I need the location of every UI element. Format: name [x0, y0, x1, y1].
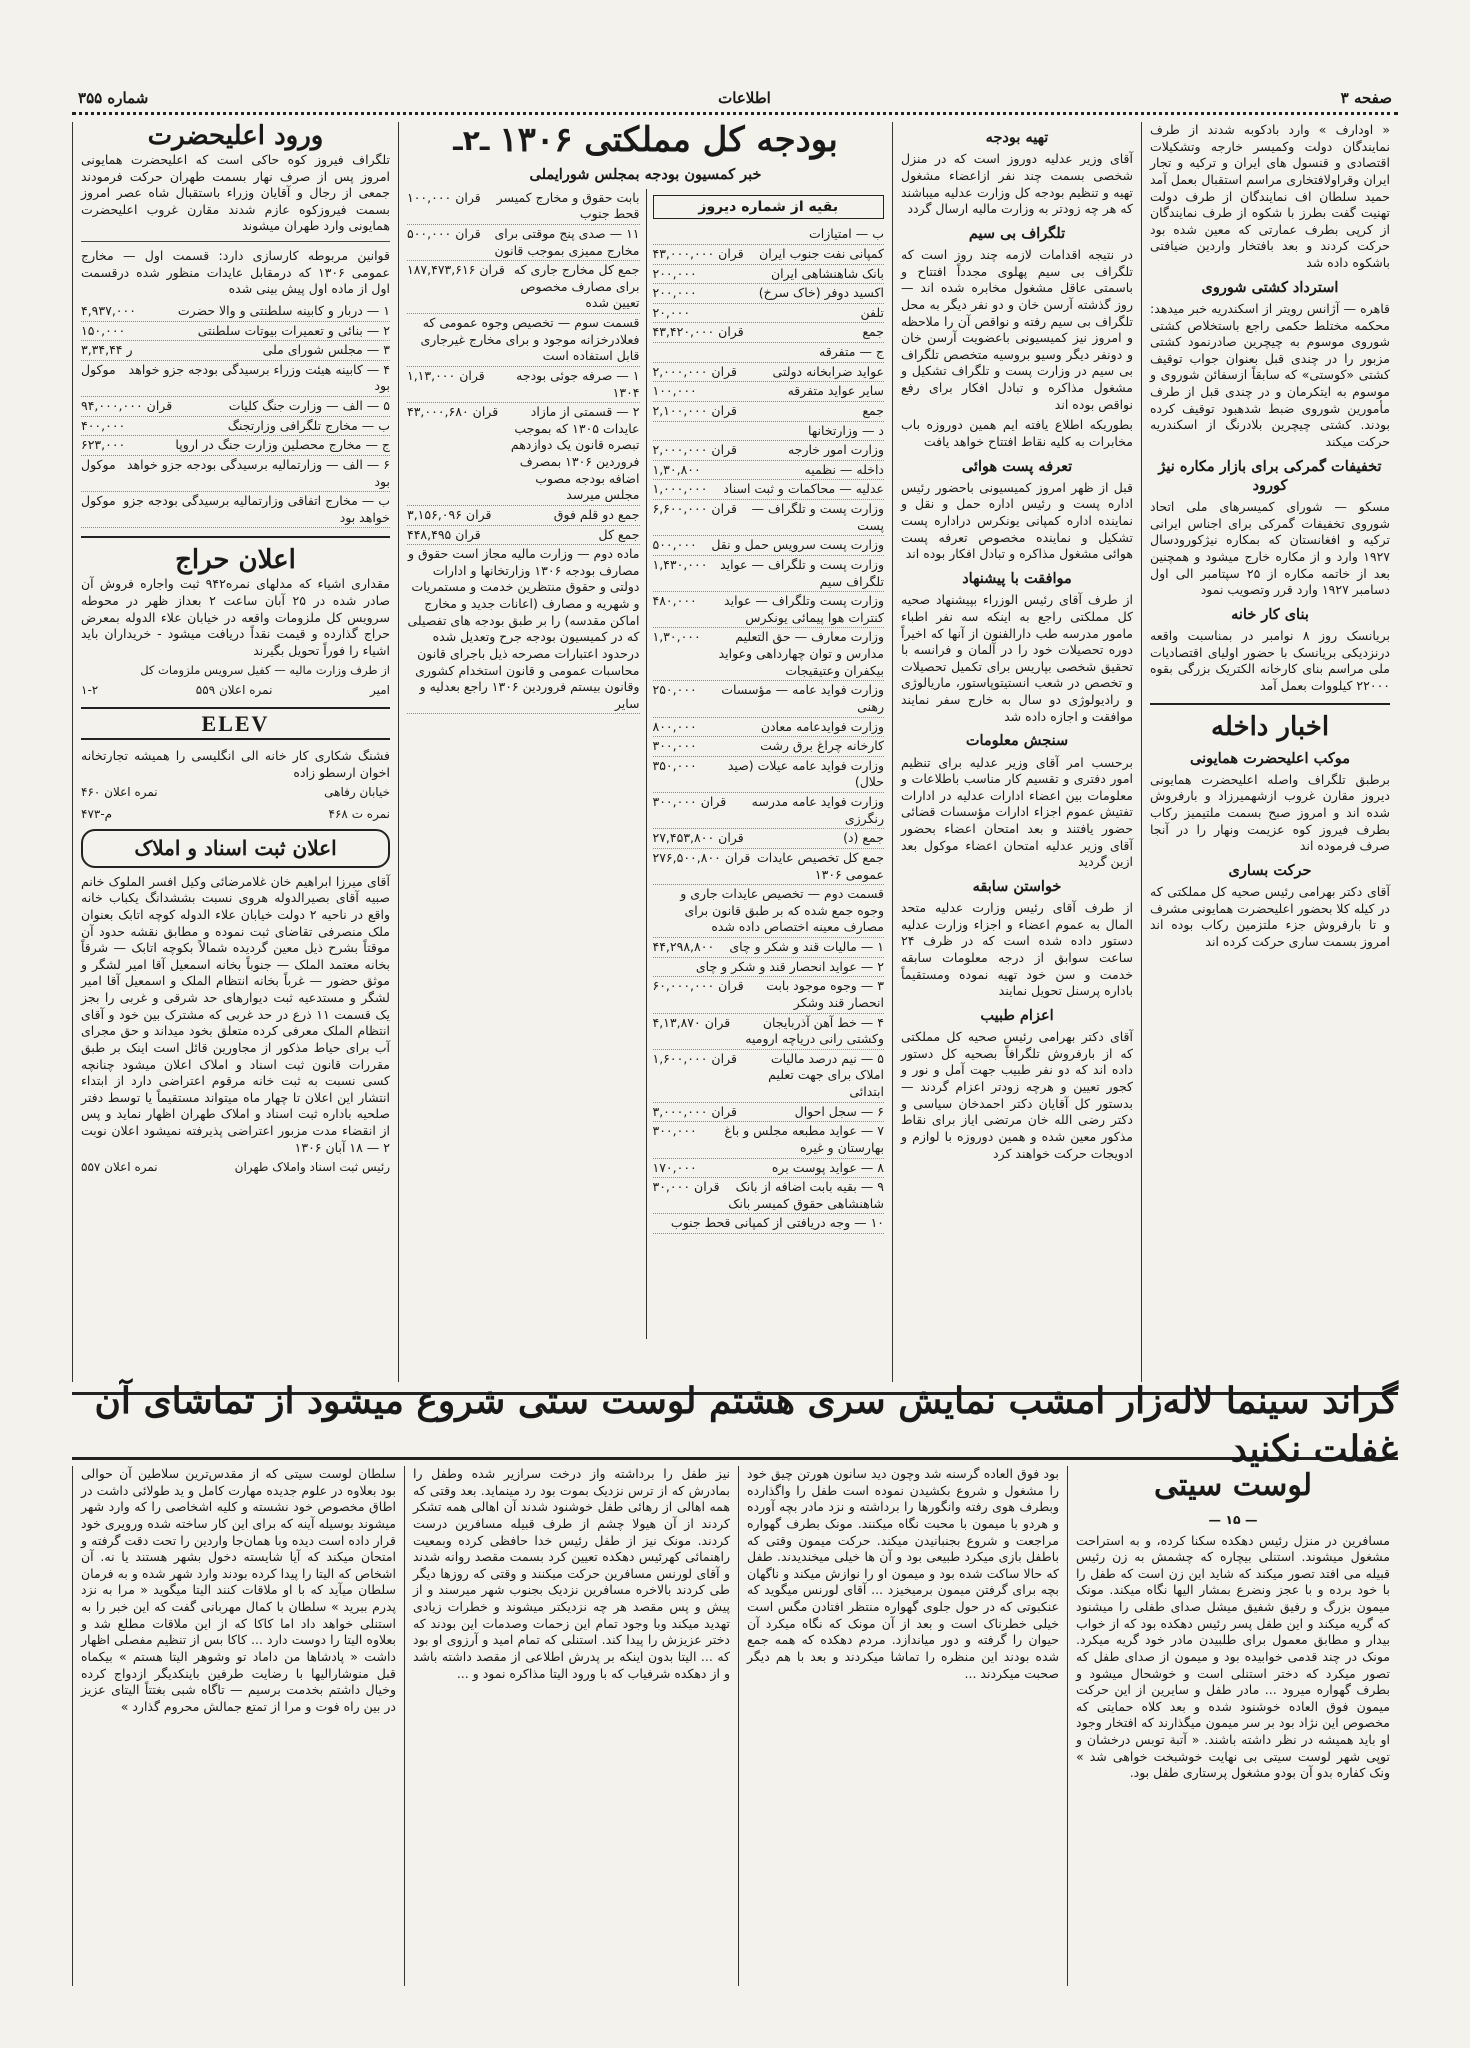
budget-right-label: د — وزارتخانها	[807, 422, 884, 438]
expense-value: ۴,۹۳۷,۰۰۰	[81, 302, 136, 318]
budget-left-label: جمع کل مخارج جاری که برای مصارف مخصوص تعیین شده	[513, 262, 640, 311]
budget-left-lines	[407, 189, 640, 715]
expense-value: ۶۲۳,۰۰۰	[81, 437, 126, 453]
budget-right-line	[653, 363, 885, 383]
expense-value: ۴۰۰,۰۰۰	[81, 417, 126, 433]
expense-label: ب — مخارج اتفاقی وزارتمالیه برسیدگی بودجه جزو خواهد بود	[123, 493, 390, 525]
budget-right-line	[653, 536, 885, 556]
budget-right-label: وزارت پست سرویس حمل و نقل	[711, 537, 884, 553]
budget-right-value: ۳۵۰,۰۰۰	[652, 757, 697, 773]
expense-value: ۳,۳۴,۴۴ ر	[81, 342, 133, 358]
column-announcements	[72, 122, 398, 1382]
serial-column-2	[738, 1466, 1068, 1986]
expense-line	[81, 492, 390, 528]
budget-right-line	[653, 265, 885, 285]
budget-left-value: ۱۸۷,۴۷۳,۶۱۶ قران	[407, 262, 505, 278]
budget-right-line	[653, 461, 885, 481]
expense-value: موکول	[81, 361, 116, 377]
budget-left-line	[407, 367, 640, 403]
text-budget-prep: آقای وزیر عدلیه دوروز است که در منزل شخصی بسمت چند نفر ازاعضاء مشغول تهیه و تنظیم بودجه کل وزارت عدلیه میباشند که هر چه زودتر به وزارت مالیه ارسال گردد	[901, 151, 1133, 217]
budget-right-line	[653, 737, 885, 757]
text-wireless-b: بطوریکه اطلاع یافته ایم همین دوروزه باب مخابرات به کلیه نقاط افتتاح خواهد یافت	[901, 417, 1133, 449]
expense-value: ۹۴,۰۰۰,۰۰۰ قران	[81, 398, 173, 414]
budget-right-value: ۳۰۰,۰۰۰	[652, 738, 697, 754]
expense-value: موکول	[81, 493, 116, 509]
heading-factory: بنای کار خانه	[1231, 605, 1309, 623]
budget-right-label: وزارت امور خارجه	[788, 442, 884, 458]
budget-right-line	[653, 1050, 885, 1103]
expense-label: ب — مخارج تلگرافی وزارتجنگ	[227, 417, 390, 433]
budget-left-line	[407, 189, 640, 225]
budget-right-label: وزارت فواید عامه — مؤسسات رهنی	[721, 682, 884, 714]
budget-right-line	[653, 592, 885, 628]
expense-label: ۴ — کابینه هیئت وزراء برسیدگی بودجه جزو خواهد بود	[128, 361, 390, 394]
budget-right-line	[653, 480, 885, 500]
serial-title: لوست سیتی	[1154, 1468, 1312, 1503]
budget-right-value: ۳۰,۰۰۰ قران	[652, 1179, 720, 1195]
budget-right-label: ۲ — عواید انحصار قند و شکر و چای	[695, 958, 884, 974]
budget-left-line	[407, 261, 640, 314]
budget-right-label: سایر عواید متفرقه	[787, 383, 884, 399]
budget-right-label: ۹ — بقیه بابت اضافه از بانک شاهنشاهی حقوق کمیسر بانک	[728, 1179, 884, 1211]
budget-left-label: ماده دوم — وزارت مالیه مجاز است حقوق و مصارف بودجه ۱۳۰۶ وزارتخانها و ادارات دولتی و حقوق منتظرین خدمت و مستمریات و شهریه و مصارف (اعانات جدید و مخارج اماکن مقدسه) را بر طبق بودجه های تفصیلی که در کمیسیون بودجه جرح وتعدیل شده درحدود اعتبارات مصرحه ذیل باجرای قانون محاسبات عمومی و قانون استخدام کشوری وقانون بیستم فروردین ۱۳۰۶ راجع بعدلیه و سایر	[407, 546, 640, 711]
heading-royal-arrival: ورود اعلیحضرت	[147, 122, 324, 151]
registry-code: م-۴۷۳	[81, 807, 113, 822]
budget-right-value: ۱۰۰,۰۰۰	[652, 383, 697, 399]
serial-text-4: سلطان لوست سیتی که از مقدس‌ترین سلاطین آن حوالی بود بعلاوه در علوم جدیده مهارت کامل و ید طولائی داشت در اطاق مخصوص خود نشسته و کلیه اشخاصی را که وارد شهر میشوند بوسیله آینه که برای این کار ساخته شده ورویری خود قرار داده است دیده وبا همان‌جا واردین را تحت دقت گرفته و امتحان میکند که آیا شایسته دخول بشهر هستند یا نه. آن اشخاص که الیتا را پیدا کرده بودند وارد شهر شده و به فرمان سلطان میآید که با او ملاقات کنند الیتا میگوید « مرا به نزد پدرم ببرید » سلطان با کمال مهربانی گفت که این خبر را به استنلی خواهد داد اما کاکا که از این ملاقات مطلع شد و بعلاوه الیتا را دوست دارد ... کاکا بس از تنظیم مفصلی اظهار داشت « پادشاها من داماد تو وشوهر الیتا هستم » بیکماه قبل منوشاراليها با رضایت طرفین باینکدیگر ازدواج کرده وخیال داشتم بخدمت برسیم — تاگاه شبی بغتتاً الیتای عزیز در بین راه فوت و مرا از تمتع جمالش محروم گذارد »	[81, 1466, 396, 1714]
text-soviet-ship: قاهره — آژانس رویتر از اسکندریه خبر میدهد: محکمه مختلط حکمی راجع باستخلاص کشتی شوروی موسوم به چیچرین صادرنمود کشتی مزبور را در چندی قبل بعنوان جواب توقیف کشتی «کوستی» که سابقاً ازسفائن شوروی و موسوم به ایتکرمان و در چندی قبل از طرف مأمورین شوروی ضبط شدهبود توقیف کرده بودند. کشتی چیچرین بلادرنگ از اسکندریه حرکت میکند	[1150, 300, 1390, 449]
budget-right-label: وزارت فواید عامه عیلات (صید حلال)	[727, 757, 884, 790]
text-customs: مسکو — شورای کمیسرهای ملی اتحاد شوروی تخفیفات گمرکی برای اجناس ایرانی ترکیه و افغانستان که بمکاره نیژکورودسال ۱۹۲۷ وارد و از مکاره خارج میشود و همچنین بعد از خاتمه مکاره از ۲۵ سپتامبر الی اول دسامبر ۱۹۲۷ وارد قرر وتصویب نمود	[1150, 499, 1390, 598]
expense-line	[81, 302, 390, 322]
heading-sari: حرکت بساری	[1228, 861, 1312, 879]
serial-section	[72, 1466, 1398, 1986]
budget-left-line	[407, 403, 640, 506]
registry-announcement-number: نمره اعلان ۵۵۷	[81, 1160, 158, 1175]
budget-right-line	[653, 1122, 885, 1158]
budget-right-label: ۱۰ — وجه دریافتی از کمپانی قحط جنوب	[670, 1215, 884, 1231]
budget-right-line	[653, 938, 885, 958]
text-sari: آقای دکتر بهرامی رئیس صحیه کل مملکتی که در کیله کلا بحضور اعلیحضرت همایونی مشرف و تا بارفروش جزء ملتزمین رکاب بوده اند امروز بسمت ساری حرکت کرده اند	[1150, 884, 1390, 950]
heading-customs: تخفیفات گمرکی برای بازار مکاره نیژ کورود	[1158, 457, 1382, 494]
budget-right-label: بانک شاهنشاهی ایران	[770, 265, 884, 281]
budget-right-value: ۳۰۰,۰۰۰ قران	[652, 794, 727, 810]
budget-left-label: قسمت سوم — تخصیص وجوه عمومی که فعلادرخزانه موجود و برای مخارج غیرجاری قابل استفاده است	[420, 315, 640, 364]
budget-section	[398, 122, 892, 1382]
budget-right-label: جمع	[862, 402, 884, 418]
expense-label: ۱ — دربار و کابینه سلطنتی و والا حضرت	[177, 302, 390, 318]
budget-right-value: ۱,۶۰۰,۰۰۰ قران	[652, 1050, 737, 1066]
budget-right-label: داخله — نظمیه	[804, 461, 884, 477]
budget-right-value: ۶,۶۰۰,۰۰۰ قران	[652, 501, 737, 517]
budget-left-label: ۱۱ — صدی پنج موقتی برای مخارج ممیزی بموجب قانون	[494, 225, 640, 258]
budget-right-value: ۲۷۶,۵۰۰,۸۰۰ قران	[652, 849, 751, 865]
text-royal-cortege: برطبق تلگراف واصله اعلیحضرت همایونی دیروز مقارن غروب ازشهمیرزاد و بارفروش شده اند و امروز صبح بسمت ملتیمیز رکاب بطرف فیروز کوه عزیمت ونهار را در آنجا صرف فرموده اند	[1150, 771, 1390, 854]
budget-right-line	[653, 556, 885, 592]
serial-column-4	[72, 1466, 404, 1986]
budget-right-value: ۲۰۰,۰۰۰	[652, 285, 697, 301]
budget-right-line	[653, 1214, 885, 1234]
expense-line	[81, 417, 390, 437]
heading-record: خواستن سابقه	[972, 877, 1062, 895]
budget-left-value: ۱۰۰,۰۰۰ قران	[407, 189, 481, 205]
auction-code: ۱-۲	[81, 682, 99, 697]
budget-right-line	[653, 628, 885, 681]
budget-right-label: عواید ضرابخانه دولتی	[772, 363, 884, 379]
budget-right-label: کارخانه چراغ برق رشت	[760, 738, 884, 754]
divider	[81, 536, 390, 538]
auction-number: نمره اعلان ۵۵۹	[195, 682, 273, 697]
budget-right-value: ۱,۰۰۰,۰۰۰	[652, 481, 708, 497]
budget-right-label: قسمت دوم — تخصیص عایدات جاری و وجوه جمع شده که بر طبق قانون برای مصارف معینه اختصاص داده شده	[680, 886, 884, 935]
divider	[81, 241, 390, 242]
issue-number: شماره ۳۵۵	[78, 89, 149, 108]
divider	[1150, 703, 1390, 705]
budget-right-value: ۱,۳۰,۸۰۰	[652, 461, 701, 477]
budget-right-line	[653, 382, 885, 402]
budget-right-lines	[653, 225, 885, 1234]
budget-left-value: ۴۴۸,۴۹۵ قران	[407, 526, 481, 542]
budget-subtitle: خبر کمسیون بودجه بمجلس شورایملی	[529, 166, 762, 184]
budget-right-label: ۳ — وجوه موجود بابت انحصار قند وشکر	[766, 978, 884, 1010]
budget-right-label: وزارت فوایدعامه معادن	[760, 718, 884, 734]
budget-right-value: ۳,۰۰۰,۰۰۰ قران	[652, 1103, 737, 1119]
budget-left-value: ۴۳,۰۰۰,۶۸۰ قران	[407, 404, 499, 420]
auction-sign: امیر	[369, 682, 390, 697]
expense-line	[81, 361, 390, 397]
budget-right-line	[653, 284, 885, 304]
elev-number: نمره اعلان ۴۶۰	[81, 785, 158, 800]
budget-left-line	[407, 506, 640, 526]
newspaper-name: اطلاعات	[718, 89, 771, 108]
budget-right-value: ۸۰۰,۰۰۰	[652, 718, 697, 734]
heading-doctor: اعزام طبیب	[980, 1006, 1054, 1024]
auction-footer	[81, 683, 390, 699]
budget-right-value: ۴۳,۴۲۰,۰۰۰ قران	[652, 324, 744, 340]
expense-line	[81, 322, 390, 342]
budget-right-label: وزارت معارف — حق التعلیم مدارس و توان چهارداهی وعواید بیکفران وعتیقیجات	[718, 629, 884, 678]
budget-left-line	[407, 225, 640, 261]
budget-right-label: وزارت پست وتلگراف — عواید کنترات هوا پیمائی یونکرس	[724, 593, 884, 625]
text-assessment: برحسب امر آقای وزیر عدلیه برای تنظیم امور دفتری و تقسیم کار مناسب باطلاعات و معلومات بین اعضاء ادارات عدلیه در ادارات تفتیش عموم اجزاء ادارات مؤسسات قضائی حضور یافتند و بعد امتحان اعضاء بحضور آقای وزیر عدلیه امتحان اعضاء موکول بعد ازین گردید	[901, 754, 1133, 870]
serial-text-2: بود فوق العاده گرسنه شد وچون دید سانون هورتن چیق خود را مشغول و شروع بکشیدن نموده است طفل را واگذارده وبطرف هوی رفته وانگورها را برداشته و نزد مادر بچه آورده و هردو با میمون با محبت نگاه میکنند. مونک بطرف گهواره مراجعت و شروع بجنبانیدن میکند. حرکت میمون وقتی که باطفل بازی میکرد طبیعی بود و آن ها خیلی میخندیدند. طفل که حالا ساکت شده بود و میمون او را نوازش میکند و ناگهان بچه برای گرفتن میمون برمیخیزد ... آقای لورنس میگوید که عنکبوتی که در حول جلوی گهواره منتظر افتادن مگس است خیلی خطرناک است و بعد از آن مونک که نگاه میکرد آن حیوان را گرفته و دور میاندازد. مردم دهکده که همه جمع شده بودند این منظره را تماشا میکردند و بعد با هم دیگر صحبت میکردند ...	[747, 1466, 1059, 1681]
budget-right-line	[653, 849, 885, 885]
budget-right-value: ۲۰,۰۰۰	[652, 304, 691, 320]
budget-right-value: ۳۰۰,۰۰۰	[652, 1123, 697, 1139]
auction-from: از طرف وزارت مالیه — کفیل سرویس ملزومات کل	[140, 663, 390, 678]
budget-right-value: ۴۸۰,۰۰۰	[652, 593, 697, 609]
budget-right-label: ۷ — عواید مطبعه مجلس و باغ بهارستان و غیره	[724, 1123, 884, 1155]
expense-label: ج — مخارج محصلین وزارت جنگ در اروپا	[175, 437, 390, 453]
expense-label: ۲ — بنائی و تعمیرات بیوتات سلطنتی	[197, 322, 390, 338]
budget-right-value: ۴۴,۲۹۸,۸۰۰	[652, 939, 715, 955]
budget-left-label: بابت حقوق و مخارج کمیسر قحط جنوب	[496, 189, 640, 222]
budget-right-value: ۱۷۰,۰۰۰	[652, 1159, 697, 1175]
budget-right-value: ۱,۳۰,۰۰۰	[652, 629, 701, 645]
serial-column-1	[1068, 1466, 1398, 1986]
budget-right-line	[653, 757, 885, 793]
heading-wireless: تلگراف بی سیم	[968, 224, 1066, 242]
expense-label: ۶ — الف — وزارتمالیه برسیدگی بودجه جزو خواهد بود	[126, 456, 390, 489]
budget-right-value: ۲۰۰,۰۰۰	[652, 265, 697, 281]
budget-right-line	[653, 500, 885, 536]
budget-right-label: جمع	[862, 324, 884, 340]
text-registry: آقای میرزا ابراهیم خان غلامرضائی وکیل افسر الملوک خانم صبیه آقای بصیرالدوله هروی نسبت بششدانگ یکباب خانه واقع در ناحیه ۲ دولت خیابان علاء الدوله کوچه اتابک بعنوان ملک منصرفی تقاضای ثبت نموده و مطابق نقشه حدود آن موقتاً بشرح ذیل معین گردیده شمالاً بکوچه اتابک — شرقاً بخانه معتمد الملک — جنوباً بخانه اسمعیل آقا امیر لشگر و موثق حضور — غرباً بخانه انتظام الملک و اسمعیل آقا امیر لشگر و مستدعیه ثبت دیوارهای حد شرقی و غربی را بجز یک قسمت ۱۱ ذرع در حد غربی که مشترک بین خود و آقای انتظام الملک معرفی کرده متعلق بخود میداند و حق مجرای آب برای حیاط مذکور از مجاورین قائل است اینک بر طبق مقررات قانون ثبت اسناد و املاک اعلان میشود چنانچه کسی نسبت به ثبت خانه مرقوم اعتراضی دارد از ابتداء انتشار این اعلان تا چهار ماه میتواند مستقیماً یا توسط دفتر صلحیه باداره ثبت اسناد و املاک طهران اظهار نماید و پس از انقضاء مدت مزبور اعتراضی پذیرفته نمیشود اعلان نوبت ۲ — ۱۸ آبان ۱۳۰۶	[81, 873, 391, 1155]
budget-continuation: بقیه از شماره دیروز	[653, 195, 885, 220]
elev-address: خیابان رفاهی	[324, 785, 390, 800]
budget-right-line	[653, 958, 885, 978]
budget-right-value: ۵۰۰,۰۰۰	[652, 537, 697, 553]
text-elev: فشنگ شکاری کار خانه الی انگلیسی را همیشه تجارتخانه اخوان ارسطو زاده	[81, 747, 390, 780]
top-section	[72, 122, 1398, 1382]
budget-right-label: ۵ — نیم درصد مالیات املاک برای جهت تعلیم ابتدائی	[768, 1050, 884, 1100]
budget-right-line	[653, 441, 885, 461]
expense-line	[81, 456, 390, 492]
budget-right-line	[653, 245, 885, 265]
text-doctor: آقای دکتر بهرامی رئیس صحیه کل مملکتی که از بارفروش تلگرافاً بصحیه کل دستور داده اند که دو نفر طبیب جهت آمل و نور و کجور تعیین و هرچه زودتر اعزام گردند — بدستور کل آقایان دکتر احمدخان سیاسی و دکتر رضی الله خان مرتضی ایاز برای نقاط مذکور معین شده و همین دوروزه با لوازم و ادویجات حرکت خواهند کرد	[901, 1029, 1133, 1161]
text-record: از طرف آقای رئیس وزارت عدلیه متحد المال به عموم اعضاء و اجزاء وزارت عدلیه دستور داده شده است که در ظرف ۲۴ ساعت سوابق از درجه معلومات سابقه خدمت و سن خود تهیه نموده ومستقیماً باداره پرسنل تحویل نمایند	[901, 900, 1133, 999]
budget-right-line	[653, 681, 885, 717]
budget-left-label: ۱ — صرفه جوئی بودجه ۱۳۰۴	[516, 367, 640, 400]
budget-right-label: عدلیه — محاکمات و ثبت اسناد	[723, 481, 884, 497]
budget-right-label: ۸ — عواید پوست بره	[771, 1159, 884, 1175]
expense-label: ۳ — مجلس شورای ملی	[262, 342, 390, 358]
budget-right-line	[653, 323, 885, 343]
heading-registry: اعلان ثبت اسناد و املاک	[81, 829, 390, 868]
expense-lines	[81, 302, 390, 529]
budget-right-line	[653, 304, 885, 324]
expense-value: ۱۵۰,۰۰۰	[81, 322, 126, 338]
budget-part: ـ۲ـ	[453, 124, 490, 158]
budget-right-value: ۴۳,۰۰۰,۰۰۰ قران	[652, 245, 744, 261]
budget-right-label: تلفن	[860, 304, 884, 320]
budget-title: بودجه کل مملکتی ۱۳۰۶	[499, 122, 838, 160]
elev-footer	[81, 785, 390, 801]
news-intro: « اودارف » وارد بادکوبه شدند از طرف نمایندگان دولت وکمیسر خارجه وتشکیلات اقتصادی و قنسول های ایران و ترکیه و تجار ایران وقراولافتخاری مراسم استقبال بعمل آمد حمید سلطان اف نمایندگان از طرف دولت تهنیت گفت بطرز با شکوه از طرف نمایندگان از کرپی بطرف عمارتی که معین شده بود حرکت کردند و بعد بافتخار واردین ضیافتی باشکوه داده شد	[1150, 122, 1390, 270]
budget-right-value: ۶۰,۰۰۰,۰۰۰ قران	[652, 978, 744, 994]
registry-footer	[81, 1160, 390, 1176]
heading-royal-cortege: موکب اعلیحضرت همایونی	[1189, 749, 1351, 767]
budget-right-value: ۲,۰۰۰,۰۰۰ قران	[652, 363, 737, 379]
budget-right-label: وزارت پست و تلگراف — پست	[751, 501, 884, 533]
budget-right-line	[653, 422, 885, 442]
heading-assessment: سنجش معلومات	[965, 732, 1069, 750]
text-factory: بریانسک روز ۸ نوامبر در بمناسبت واقعه درنزدیکی بریانسک با حضور اولیای اقتصادیات ملی مراسم بنای کارخانه الکتریک بزرگی بقوه ۲۲۰۰۰ کیلووات بعمل آمد	[1150, 628, 1390, 693]
serial-text-1: مسافرین در منزل رئیس دهکده سکنا کرده، و به استراحت مشغول میشوند. استنلی بیچاره که چشمش به زن رئیس قبیله می افتد تصور میکند که شاید این زن است که طفل را با خود برده و با عجز ونضرع بمشار الیها نگاه میکند. مونک میمون بزرگ و رفیق شفیق میشل صدای طفلی را میشنود که گریه میکند و این طفل پسر رئیس دهکده بود که از خواب بیدار و مطابق معمول برای طلبیدن مادر خود گریه میکرد. مونک در چند قدمی خوابیده بود و میمون از صدای طفل که تصور میکرد که دختر استنلی است و خوشحال میشود و بطرف گهواره میرود ... مادر طفل و سایرین از این حرکت میمون فوق العاده خوشنود شده و بعد کلاه حمایتی که مخصوص این نژاد بود بر سر میمون میگذارند که افتخار وجود او باید همیشه در نظر داشته باشند. « آتبة توبس درخشان و توپی شهر لوست سیتی بی نهایت خوشبخت خواهی شد » ونک کفاره بدو آن بودو مشغول پرستاری طفل بود.	[1076, 1532, 1390, 1781]
column-foreign-news	[1142, 122, 1398, 1382]
budget-right-label: ۱ — مالیات قند و شکر و چای	[729, 939, 884, 955]
column-ministry-news	[892, 122, 1142, 1382]
budget-right-label: اکسید دوفر (خاک سرخ)	[758, 285, 884, 301]
text-auction: مقداری اشیاء که مدلهای نمره۹۴۲ ثبت واجاره فروش آن صادر شده در ۲۵ آبان ساعت ۲ بعداز ظهر در محوطه سرویس کل ملزومات واقعه در خیابان علاء الدوله بمعرض حراج گذارده و قیمت نقداً دریافت میشود - خریداران باید اشیاء را فوراً تحویل بگیرند	[81, 576, 390, 658]
page-number: صفحه ۳	[1340, 89, 1392, 108]
expense-line	[81, 436, 390, 456]
text-wireless: در نتیجه اقدامات لازمه چند روز است که تلگراف بی سیم پهلوی مجدداً افتتاح و باسمتی عاقل مشغول مخابره شده اند — روز گذشته آرسن خان و دو نفر دیگر به محل تلگراف بی سیم رفته و نواقص آن را ملاحظه و امروز نیز کمیسیونی باعضویت آرسن خان و دونفر دیگر وسیو بروسیه متخصص تلگراف بی سیم در وزارت پست و تلگراف تشکیل و مشغول مذاکره و تبادل افکار برای رفع نواقص بوده اند	[901, 247, 1133, 412]
budget-right-label: وزارت فواید عامه مدرسه رنگرزی	[751, 794, 884, 826]
budget-right-line	[653, 1178, 885, 1214]
budget-left-line	[407, 526, 640, 546]
budget-right-value: ۲,۰۰۰,۰۰۰ قران	[652, 442, 737, 458]
budget-right-value: ۲۵۰,۰۰۰	[652, 682, 697, 698]
serial-column-3	[404, 1466, 738, 1986]
budget-right-line	[653, 225, 885, 245]
serial-episode: — ۱۵ —	[1208, 1511, 1258, 1527]
heading-airmail: تعرفه پست هوائی	[961, 457, 1073, 475]
text-royal-arrival: تلگراف فیروز کوه حاکی است که اعلیحضرت همایونی امروز پس از صرف نهار بسمت طهران حرکت فرمودند جمعی از رجال و آقایان وزراء باستقبال شاه عصر امروز بسمت فیروزکوه عازم شدند مقارن غروب اعلیحضرت همایونی وارد طهران میشوند	[81, 151, 390, 234]
heading-soviet-ship: استرداد کشتی شوروی	[1201, 278, 1339, 296]
serial-text-3: نیز طفل را برداشته واز درخت سرازیر شده وطفل را بمادرش که از ترس نزدیک بموت بود رد مینماید. بعد وقتی که همه اهالی از رهائی طفل خوشنود شدند آن اهالی همه تشکر کردند از آن هیولا چشم از طرف قبیله مسافرین درست کردند. مونک نیز از طفل رئیس خدا حافظی کرده وبمعیت راهنمائی کهرئیس دهکده تعیین کرد بسمت مقصد روانه شدند و آقای لورنس مسافرین حرکت میکنند و وقتی که روزها دیگر طی کردند بالاخره مسافرین نزدیک بجنوب شهر میرسند و از پیش و پس مقصد هر چه نزدیکتر میشوند و خطرات زیادی تهدید میکند وبا وجود تمام این زحمات وصدمات این بودند که دختر عزیزش را پیدا کند. استنلی که تمام امید و آرزوی او بود که ... الیتا بدون اینکه بر پدرش اطلاعی از مقصد داشته باشد و از دهکده شرفیاب که با ورود الیتا مذاکره نمود و ...	[413, 1466, 730, 1681]
budget-right-line	[653, 1014, 885, 1050]
registry-header-row	[81, 807, 390, 823]
text-approval: از طرف آقای رئیس الوزراء بپیشنهاد صحیه کل مملکتی راجع به اینکه سه نفر اطباء مامور مدرسه طب دارالفنون از آنها که اخیراً دوره تحصیلات خود را در آلمان و فرانسه با تحقیق شخصی بپاریس برای تکمیل تحصیلات و تخصص در شعب انستیتوپاستور، ماریالوژی و رادیولوژی دو سال به خارج سفر نمایند موافقت و اجازه داده شد	[901, 592, 1133, 724]
budget-right-label: ۴ — خط آهن آذربایجان وکشتی رانی دریاچه ارومیه	[745, 1014, 884, 1047]
budget-right-line	[653, 718, 885, 738]
budget-right-line	[653, 829, 885, 849]
expense-label: ۵ — الف — وزارت جنگ کلیات	[228, 398, 390, 414]
text-airmail: قبل از ظهر امروز کمیسیونی باحضور رئیس اداره پست و رئیس اداره حمل و نقل و نماینده اداره کمپانی یونکرس دراداره پست تشکیل و نماینده مخصوص تعرفه پست هوائی مشغول مذاکره و تبادل افکار بوده اند	[901, 479, 1133, 562]
budget-left-value: ۱,۱۳,۰۰۰ قران	[407, 367, 485, 383]
heading-domestic-news: اخبار داخله	[1210, 711, 1330, 742]
budget-right-label: وزارت پست و تلگراف — عواید تلگراف سیم	[720, 556, 884, 589]
budget-right-label: کمپانی نفت جنوب ایران	[759, 245, 884, 261]
budget-right-label: جمع کل تخصیص عایدات عمومی ۱۳۰۶	[757, 849, 884, 882]
budget-right-label: ۶ — سجل احوال	[794, 1103, 884, 1119]
budget-left-label: جمع کل	[598, 526, 640, 542]
budget-right-line	[653, 885, 885, 938]
budget-right-label: جمع (د)	[843, 830, 884, 846]
registry-sign: رئیس ثبت اسناد واملاک طهران	[234, 1160, 390, 1175]
budget-left-value: ۳,۱۵۶,۰۹۶ قران	[407, 506, 492, 522]
budget-left-line	[407, 545, 640, 714]
registry-number: نمره ت ۴۶۸	[328, 807, 390, 822]
budget-right-line	[653, 793, 885, 829]
expense-line	[81, 397, 390, 417]
budget-left-column	[407, 189, 646, 1339]
budget-right-value: ۱,۴۳۰,۰۰۰	[652, 556, 708, 572]
budget-right-value: ۴,۱۳,۸۷۰ قران	[652, 1014, 731, 1030]
expense-value: موکول	[81, 456, 116, 472]
budget-left-label: جمع دو قلم فوق	[553, 506, 640, 522]
page-header	[72, 86, 1398, 115]
budget-right-label: ج — متفرقه	[819, 344, 884, 360]
heading-auction: اعلان حراج	[175, 545, 296, 576]
budget-left-value: ۵۰۰,۰۰۰ قران	[407, 225, 481, 241]
budget-right-label: ب — امتیازات	[808, 226, 884, 242]
text-laws: قوانین مربوطه کارسازی دارد: قسمت اول — مخارج عمومی ۱۳۰۶ که درمقابل عایدات منظور شده درقسمت اول از ماده اول پیش بینی شده	[81, 248, 390, 297]
budget-right-column	[646, 189, 885, 1339]
budget-left-line	[407, 314, 640, 367]
elev-brand: ELEV	[81, 707, 390, 740]
budget-right-value: ۲,۱۰۰,۰۰۰ قران	[652, 402, 737, 418]
budget-right-line	[653, 1159, 885, 1179]
budget-left-label: ۲ — قسمتی از مازاد عایدات ۱۳۰۵ که بموجب تبصره قانون یک دوازدهم فروردین ۱۳۰۶ بمصرف اضافه بودجه مصوب مجلس میرسد	[510, 404, 640, 503]
budget-right-line	[653, 977, 885, 1013]
budget-right-line	[653, 1103, 885, 1123]
expense-line	[81, 341, 390, 361]
cinema-banner: گراند سینما لاله‌زار امشب نمایش سری هشتم لوست ستی شروع میشود از تماشای آن غفلت نکنید	[72, 1392, 1398, 1460]
heading-approval: موافقت با پیشنهاد	[962, 569, 1072, 587]
budget-right-line	[653, 402, 885, 422]
budget-right-line	[653, 343, 885, 363]
budget-right-value: ۲۷,۴۵۳,۸۰۰ قران	[652, 830, 744, 846]
heading-budget-prep: تهیه بودجه	[985, 129, 1049, 146]
